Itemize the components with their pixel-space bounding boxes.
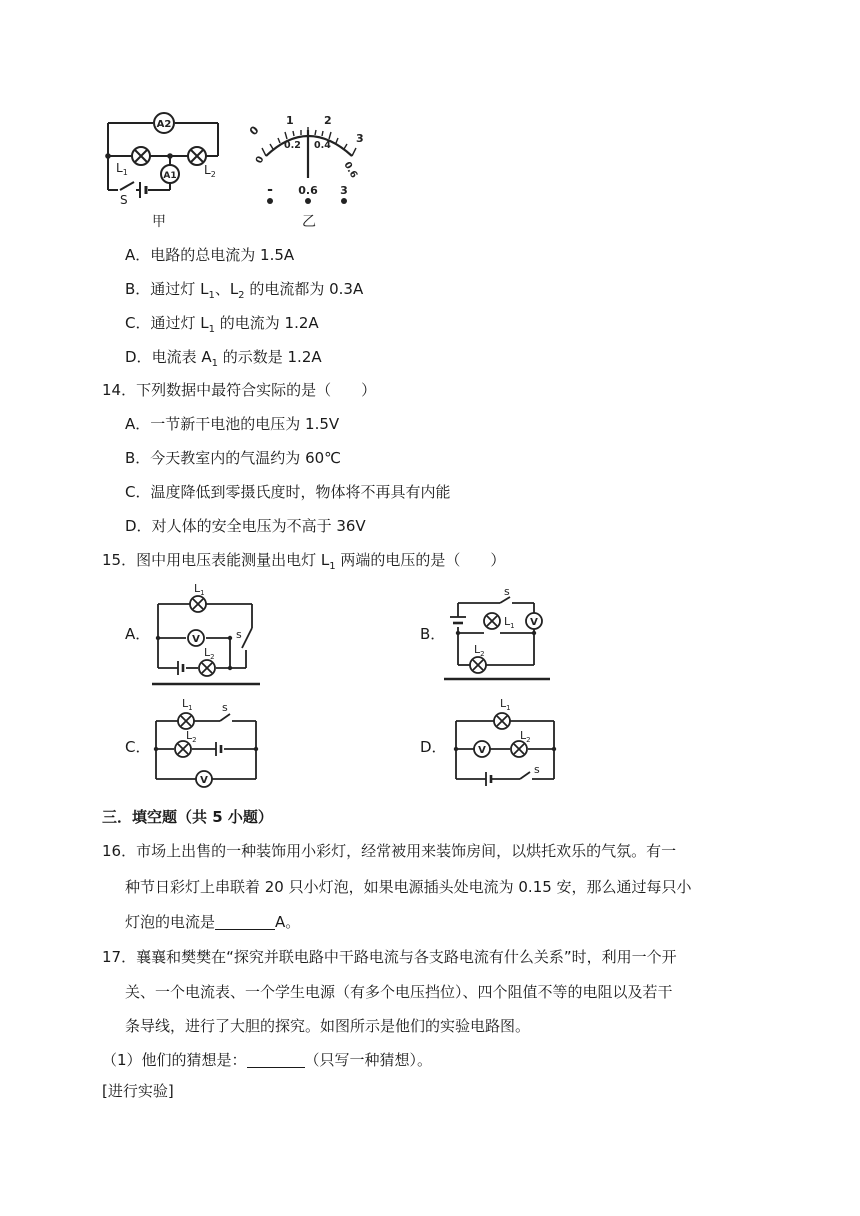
svg-text:0.6: 0.6	[298, 184, 318, 197]
q16-line-3: 灯泡的电流是 A。	[125, 913, 301, 931]
q16-line-2: 种节日彩灯上串联着 20 只小灯泡，如果电源插头处电流为 0.15 安，那么通过每只小	[125, 878, 692, 896]
q17-guess-blank[interactable]	[247, 1051, 305, 1068]
q17-line-2: 关、一个电流表、一个学生电源（有多个电压挡位）、四个阻值不等的电阻以及若干	[125, 983, 673, 1001]
svg-text:0: 0	[253, 154, 267, 166]
figure-13-circuit-jia	[100, 108, 230, 233]
figure-13-ammeter-yi	[248, 108, 370, 233]
q15-option-c-label: C．	[125, 738, 151, 756]
q15-circuit-d	[450, 693, 560, 793]
svg-text:2: 2	[324, 114, 332, 127]
svg-text:3: 3	[340, 184, 348, 197]
svg-text:L1: $L_1$	[182, 697, 193, 712]
q15-circuit-a	[150, 580, 262, 688]
q17-line-1: 17．襄襄和樊樊在“探究并联电路中干路电流与各支路电流有什么关系”时，利用一个开	[102, 948, 677, 966]
q15-circuit-b	[444, 585, 552, 683]
q14-option-b: B．今天教室内的气温约为 60℃	[125, 449, 341, 467]
lamp-l1-icon	[132, 147, 150, 165]
q15-circuit-c	[150, 693, 262, 793]
q15-option-d-label: D．	[420, 738, 447, 756]
svg-text:L1: $L_1$	[500, 697, 511, 712]
q17-line-3: 条导线，进行了大胆的探究。如图所示是他们的实验电路图。	[125, 1017, 531, 1035]
q14-option-a: A．一节新干电池的电压为 1.5V	[125, 415, 340, 433]
svg-text:A1: A1	[163, 171, 177, 181]
svg-text:s: s	[534, 763, 540, 776]
q17-sub-question-1: （1）他们的猜想是： （只写一种猜想）。	[102, 1051, 433, 1069]
svg-text:0.2: 0.2	[284, 140, 301, 151]
svg-text:S: S	[120, 193, 128, 207]
section-3-title: 三．填空题（共 5 小题）	[102, 808, 273, 826]
svg-text:L2: $L_2$	[204, 163, 216, 179]
figure-label-yi: 乙	[302, 214, 316, 230]
svg-text:-: -	[267, 182, 273, 198]
q13-option-a: A．电路的总电流为 1.5A	[125, 246, 295, 264]
q15-option-a-label: A．	[125, 625, 151, 643]
svg-text:V: V	[200, 775, 208, 786]
q14-stem: 14．下列数据中最符合实际的是（ ）	[102, 381, 377, 399]
svg-text:0.6: 0.6	[341, 160, 360, 181]
svg-text:A2: A2	[156, 119, 172, 130]
svg-text:V: V	[192, 634, 200, 645]
q15-stem: 15．图中用电压表能测量出电灯 $L_1$ 两端的电压的是（ ）	[102, 551, 506, 572]
svg-text:1: 1	[286, 114, 294, 127]
svg-text:L1: $L_1$	[194, 582, 205, 597]
q13-option-c: C．通过灯 $L_1$ 的电流为 1.2A	[125, 314, 319, 335]
q16-line-1: 16．市场上出售的一种装饰用小彩灯，经常被用来装饰房间，以烘托欢乐的气氛。有一	[102, 842, 677, 860]
q17-experiment-heading: [进行实验]	[102, 1082, 174, 1100]
svg-text:3: 3	[356, 132, 364, 145]
svg-text:V: V	[530, 617, 538, 628]
ammeter-a1-icon	[161, 165, 179, 183]
q14-option-c: C．温度降低到零摄氏度时，物体将不再具有内能	[125, 483, 451, 501]
q13-option-b: B．通过灯 $L_1$、$L_2$ 的电流都为 0.3A	[125, 280, 364, 301]
svg-text:L2: $L_2$	[474, 643, 485, 658]
q13-option-d: D．电流表 $A_1$ 的示数是 1.2A	[125, 348, 322, 369]
q15-option-b-label: B．	[420, 625, 446, 643]
svg-text:L2: $L_2$	[520, 729, 531, 744]
svg-text:V: V	[478, 745, 486, 756]
q14-option-d: D．对人体的安全电压为不高于 36V	[125, 517, 366, 535]
svg-text:L2: $L_2$	[186, 729, 197, 744]
svg-text:s: s	[236, 628, 242, 641]
svg-text:0.4: 0.4	[314, 140, 331, 151]
svg-text:L1: $L_1$	[504, 615, 515, 630]
q16-answer-blank[interactable]	[215, 913, 275, 930]
svg-text:s: s	[222, 701, 228, 714]
svg-text:0: 0	[246, 123, 262, 139]
svg-text:s: s	[504, 585, 510, 598]
ammeter-a2-icon	[154, 113, 174, 133]
figure-label-jia: 甲	[152, 214, 166, 230]
svg-text:L1: $L_1$	[116, 161, 128, 177]
svg-text:L2: $L_2$	[204, 646, 215, 661]
